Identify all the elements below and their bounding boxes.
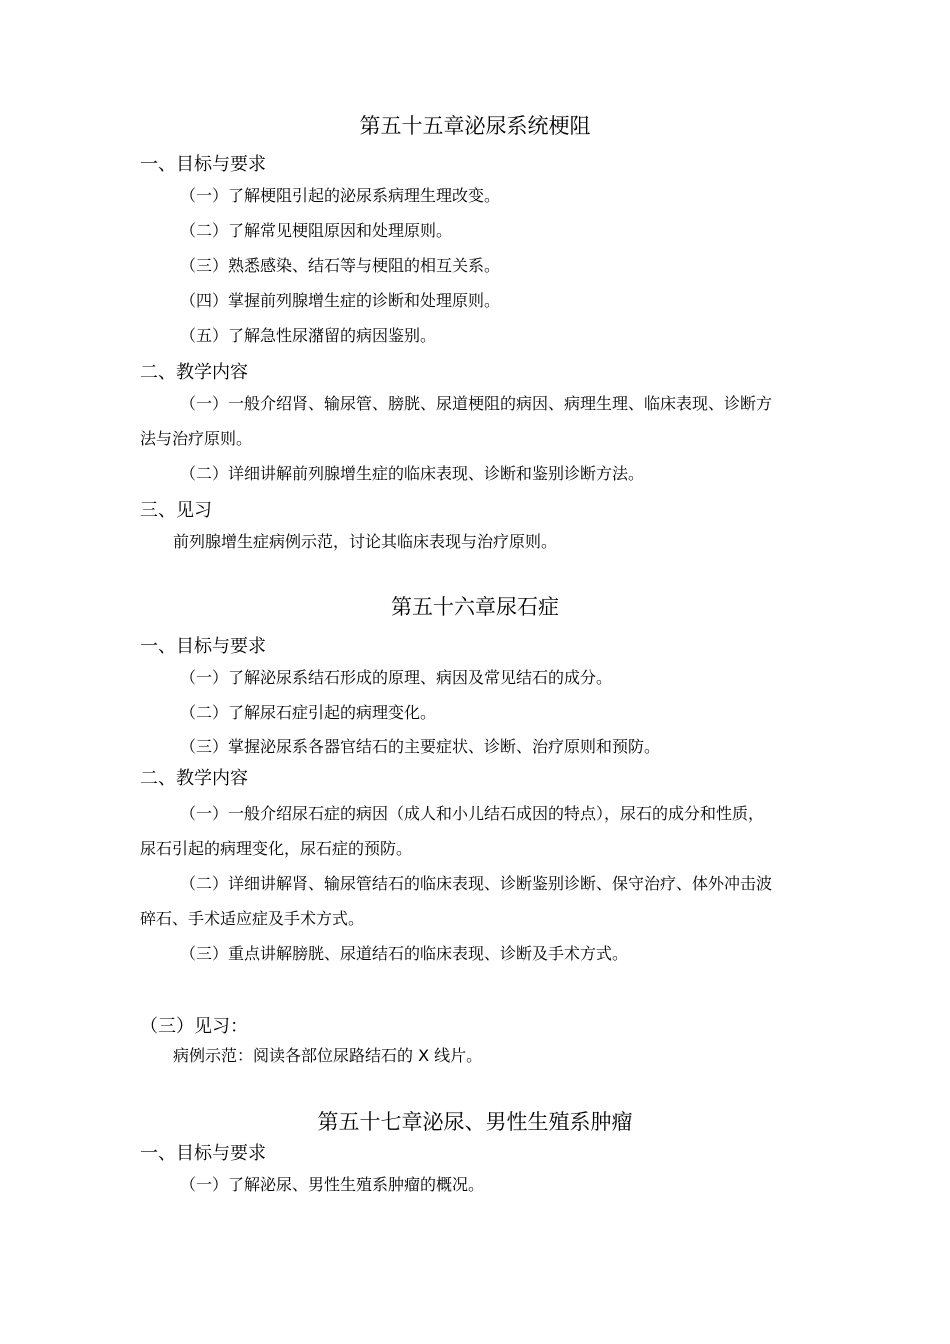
ch56-goals-heading: 一、目标与要求 bbox=[140, 636, 266, 657]
ch55-content-heading: 二、教学内容 bbox=[140, 362, 248, 383]
ch55-goals-heading: 一、目标与要求 bbox=[140, 154, 266, 175]
ch55-goal-item-3: （三）熟悉感染、结石等与梗阻的相互关系。 bbox=[180, 256, 501, 275]
ch56-practice-heading: （三）见习： bbox=[140, 1016, 248, 1037]
ch56-content-item-3: （三）重点讲解膀胱、尿道结石的临床表现、诊断及手术方式。 bbox=[180, 944, 629, 963]
ch55-practice-text: 前列腺增生症病例示范，讨论其临床表现与治疗原则。 bbox=[173, 532, 558, 551]
ch55-goal-item-5: （五）了解急性尿潴留的病因鉴别。 bbox=[180, 326, 437, 345]
ch56-goal-item-1: （一）了解泌尿系结石形成的原理、病因及常见结石的成分。 bbox=[180, 668, 613, 687]
ch57-goals-heading: 一、目标与要求 bbox=[140, 1143, 266, 1164]
ch56-goal-item-3: （三）掌握泌尿系各器官结石的主要症状、诊断、治疗原则和预防。 bbox=[180, 737, 661, 756]
ch57-goal-item-1: （一）了解泌尿、男性生殖系肿瘤的概况。 bbox=[180, 1175, 485, 1194]
ch56-content-item-2-line-1: （二）详细讲解肾、输尿管结石的临床表现、诊断鉴别诊断、保守治疗、体外冲击波 bbox=[180, 874, 773, 893]
ch56-content-item-1-line-1: （一）一般介绍尿石症的病因（成人和小儿结石成因的特点），尿石的成分和性质， bbox=[180, 804, 765, 823]
ch56-goal-item-2: （二）了解尿石症引起的病理变化。 bbox=[180, 703, 437, 722]
ch56-content-item-2-line-2: 碎石、手术适应症及手术方式。 bbox=[140, 909, 365, 928]
ch56-content-item-1-line-2: 尿石引起的病理变化，尿石症的预防。 bbox=[140, 839, 413, 858]
ch55-practice-heading: 三、见习 bbox=[140, 500, 212, 521]
ch55-content-item-2: （二）详细讲解前列腺增生症的临床表现、诊断和鉴别诊断方法。 bbox=[180, 464, 645, 483]
chapter-57-title: 第五十七章泌尿、男性生殖系肿瘤 bbox=[317, 1110, 633, 1134]
ch55-goal-item-1: （一）了解梗阻引起的泌尿系病理生理改变。 bbox=[180, 186, 501, 205]
chapter-56-title: 第五十六章尿石症 bbox=[391, 595, 559, 619]
chapter-55-title: 第五十五章泌尿系统梗阻 bbox=[359, 114, 591, 138]
ch56-content-heading: 二、教学内容 bbox=[140, 768, 248, 789]
ch55-content-item-1-line-1: （一）一般介绍肾、输尿管、膀胱、尿道梗阻的病因、病理生理、临床表现、诊断方 bbox=[180, 394, 773, 413]
ch55-content-item-1-line-2: 法与治疗原则。 bbox=[140, 429, 253, 448]
ch56-practice-text: 病例示范：阅读各部位尿路结石的 X 线片。 bbox=[173, 1046, 483, 1065]
ch55-goal-item-2: （二）了解常见梗阻原因和处理原则。 bbox=[180, 221, 453, 240]
ch55-goal-item-4: （四）掌握前列腺增生症的诊断和处理原则。 bbox=[180, 291, 501, 310]
